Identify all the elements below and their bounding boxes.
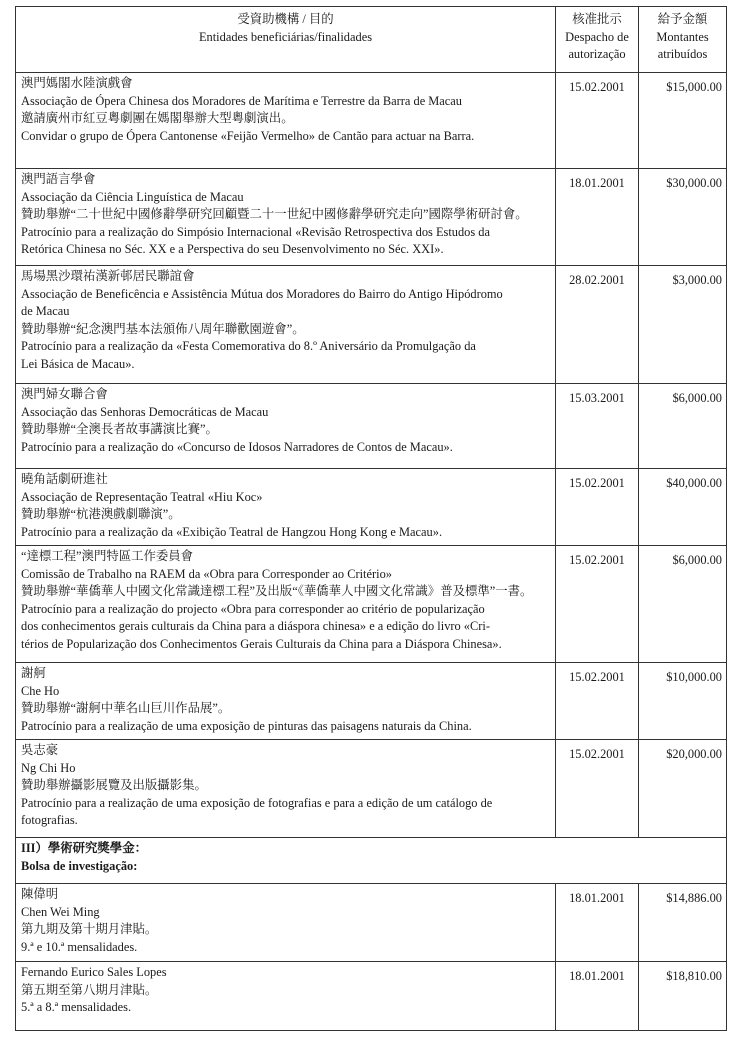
header-amounts [639, 7, 727, 73]
section-title-zh: III）學術研究獎學金： [21, 841, 147, 855]
header-amounts-zh: 給予金額 [657, 12, 708, 26]
entity-description-cell [16, 740, 556, 838]
header-amounts-pt2: atribuídos [657, 47, 708, 61]
entity-description-cell [16, 663, 556, 740]
header-amounts-pt1: Montantes [656, 29, 709, 44]
grants-table [15, 6, 727, 1031]
description-line: fotografias. [21, 813, 78, 827]
description-line: Fernando Eurico Sales Lopes [21, 965, 167, 979]
description-line: 第九期及第十期月津貼。 [21, 922, 158, 936]
amount-cell: $3,000.00 [639, 266, 727, 384]
amount-cell: $15,000.00 [639, 73, 727, 169]
amount-cell: $30,000.00 [639, 169, 727, 266]
authorization-date-cell: 28.02.2001 [556, 266, 639, 384]
description-line: 贊助舉辦“二十世紀中國修辭學研究回顧暨二十一世紀中國修辭學研究走向”國際學術研討會。 [21, 207, 528, 221]
description-line: Chen Wei Ming [21, 904, 100, 919]
description-line: Associação de Beneficência e Assistência Mútua dos Moradores do Bairro do Antigo Hipódromo [21, 286, 503, 301]
authorization-date-cell: 15.03.2001 [556, 384, 639, 469]
description-line: Associação de Ópera Chinesa dos Moradores de Marítima e Terrestre da Barra de Macau [21, 93, 463, 108]
description-line: 贊助舉辦“謝舸中華名山巨川作品展”。 [21, 701, 231, 715]
description-line: dos conhecimentos gerais culturais da China para a diáspora chinesa» e a edição do livro «Cri- [21, 619, 490, 633]
amount-cell: $14,886.00 [639, 884, 727, 962]
description-line: 5.ª a 8.ª mensalidades. [21, 1000, 132, 1014]
description-line: Patrocínio para a realização do projecto «Obra para corresponder ao critério de popularização [21, 601, 485, 616]
section-row-research [16, 838, 727, 884]
amount-cell: $18,810.00 [639, 962, 727, 1031]
entity-description-cell [16, 962, 556, 1031]
entity-description-cell [16, 469, 556, 546]
entity-description-cell [16, 884, 556, 962]
description-line: 謝舸 [21, 666, 46, 680]
description-line: 澳門媽閣水陸演戲會 [21, 76, 133, 90]
description-line: 曉角話劇研進社 [21, 472, 108, 486]
header-authorization [556, 7, 639, 73]
description-line: Convidar o grupo de Ópera Cantonense «Feijão Vermelho» de Cantão para actuar na Barra. [21, 128, 475, 143]
description-line: Patrocínio para a realização de uma exposição de pinturas das paisagens naturais da China. [21, 718, 472, 733]
amount-cell: $10,000.00 [639, 663, 727, 740]
description-line: 邀請廣州市紅豆粵劇團在媽閣舉辦大型粵劇演出。 [21, 111, 294, 125]
authorization-date-cell: 15.02.2001 [556, 546, 639, 663]
description-line: Associação da Ciência Linguística de Macau [21, 189, 244, 204]
description-line: de Macau [21, 304, 70, 318]
header-authorization-pt2: autorização [568, 47, 626, 61]
description-line: 澳門語言學會 [21, 172, 96, 186]
amount-cell: $6,000.00 [639, 384, 727, 469]
header-authorization-zh: 核准批示 [572, 12, 622, 26]
amount-cell: $6,000.00 [639, 546, 727, 663]
table-row [16, 384, 727, 469]
authorization-date-cell: 18.01.2001 [556, 169, 639, 266]
table-row [16, 169, 727, 266]
description-line: Ng Chi Ho [21, 760, 76, 775]
description-line: 9.ª e 10.ª mensalidades. [21, 939, 138, 954]
description-line: 贊助舉辦“紀念澳門基本法頒佈八周年聯歡園遊會”。 [21, 321, 305, 336]
description-line: Associação de Representação Teatral «Hiu Koc» [21, 489, 263, 504]
entity-description-cell [16, 384, 556, 469]
description-line: Patrocínio para a realização da «Festa Comemorativa do 8.º Aniversário da Promulgação da [21, 339, 476, 353]
authorization-date-cell: 15.02.2001 [556, 740, 639, 838]
table-row [16, 962, 727, 1031]
entity-description-cell [16, 546, 556, 663]
table-row [16, 663, 727, 740]
amount-cell: $20,000.00 [639, 740, 727, 838]
description-line: “達標工程”澳門特區工作委員會 [21, 549, 194, 563]
table-row [16, 740, 727, 838]
authorization-date-cell: 18.01.2001 [556, 884, 639, 962]
description-line: 贊助舉辦“華僑華人中國文化常識達標工程”及出版“《華僑華人中國文化常識》普及標準”一書。 [21, 584, 533, 598]
header-entities [16, 7, 556, 73]
description-line: Comissão de Trabalho na RAEM da «Obra para Corresponder ao Critério» [21, 566, 392, 581]
table-row [16, 546, 727, 663]
section-cell [16, 838, 727, 884]
section-title-pt: Bolsa de investigação: [21, 858, 138, 873]
amount-cell: $40,000.00 [639, 469, 727, 546]
description-line: 贊助舉辦攝影展覽及出版攝影集。 [21, 778, 207, 792]
authorization-date-cell: 18.01.2001 [556, 962, 639, 1031]
entity-description-cell [16, 169, 556, 266]
description-line: 陳偉明 [21, 887, 59, 901]
description-line: 吳志豪 [21, 743, 59, 757]
description-line: Che Ho [21, 683, 60, 698]
header-entities-pt: Entidades beneficiárias/finalidades [198, 29, 373, 44]
description-line: Patrocínio para a realização de uma exposição de fotografias e para a edição de um catálogo de [21, 795, 493, 810]
description-line: 贊助舉辦“全澳長者故事講演比賽”。 [21, 422, 218, 436]
entity-description-cell [16, 73, 556, 169]
description-line: 第五期至第八期月津貼。 [21, 982, 158, 997]
description-line: Lei Básica de Macau». [21, 356, 135, 371]
entity-description-cell [16, 266, 556, 384]
description-line: 澳門婦女聯合會 [21, 387, 108, 401]
description-line: Patrocínio para a realização do «Concurso de Idosos Narradores de Contos de Macau». [21, 439, 453, 454]
description-line: 贊助舉辦“杭港澳戲劇聯演”。 [21, 507, 181, 521]
description-line: Retórica Chinesa no Séc. XX e a Perspectiva do seu Desenvolvimento no Séc. XXI». [21, 242, 444, 256]
description-line: Patrocínio para a realização da «Exibição Teatral de Hangzou Hong Kong e Macau». [21, 524, 443, 539]
authorization-date-cell: 15.02.2001 [556, 73, 639, 169]
table-row [16, 884, 727, 962]
header-authorization-pt1: Despacho de [565, 29, 629, 44]
table-row [16, 469, 727, 546]
table-row [16, 266, 727, 384]
table-header-row [16, 7, 727, 73]
description-line: Patrocínio para a realização do Simpósio Internacional «Revisão Retrospectiva dos Estudos da [21, 224, 490, 239]
description-line: 馬場黑沙環祐漢新邨居民聯誼會 [21, 269, 195, 283]
authorization-date-cell: 15.02.2001 [556, 469, 639, 546]
description-line: térios de Popularização dos Conhecimentos Gerais Culturais da China para a Diáspora Chinesa». [21, 636, 502, 651]
description-line: Associação das Senhoras Democráticas de Macau [21, 404, 269, 419]
header-entities-zh: 受資助機構 / 目的 [237, 12, 334, 26]
authorization-date-cell: 15.02.2001 [556, 663, 639, 740]
table-row [16, 73, 727, 169]
